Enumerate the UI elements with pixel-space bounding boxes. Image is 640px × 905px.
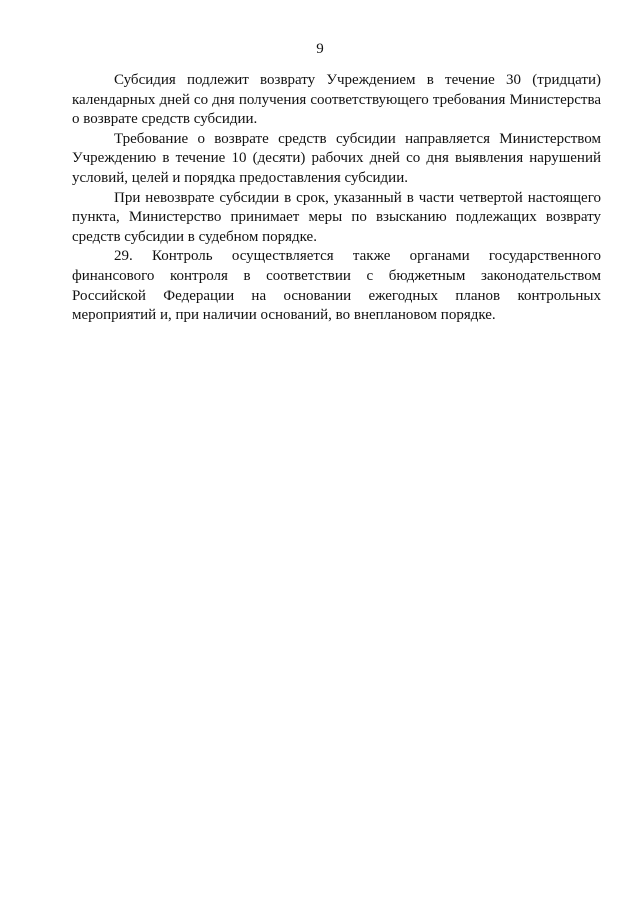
paragraph-recovery-in-court: При невозврате субсидии в срок, указанный в части четвертой настоящего пункта, Министерство принимает меры по взысканию подлежащих возврату средств субсидии в судебном порядке. — [72, 189, 601, 245]
page-number: 9 — [316, 41, 324, 57]
paragraph-return-demand: Требование о возврате средств субсидии направляется Министерством Учреждению в течение 10 (десяти) рабочих дней со дня выявления нарушений условий, целей и порядка предоставления субсидии. — [72, 130, 601, 186]
paragraph-subsidy-return-deadline: Субсидия подлежит возврату Учреждением в течение 30 (тридцати) календарных дней со дня получения соответствующего требования Министерства о возврате средств субсидии. — [72, 72, 601, 128]
paragraph-29-financial-control: 29. Контроль осуществляется также органами государственного финансового контроля в соответствии с бюджетным законодательством Российской Федерации на основании ежегодных планов контрольных мероприятий и, при наличии оснований, во внеплановом порядке. — [72, 248, 601, 324]
document-body — [72, 71, 601, 326]
